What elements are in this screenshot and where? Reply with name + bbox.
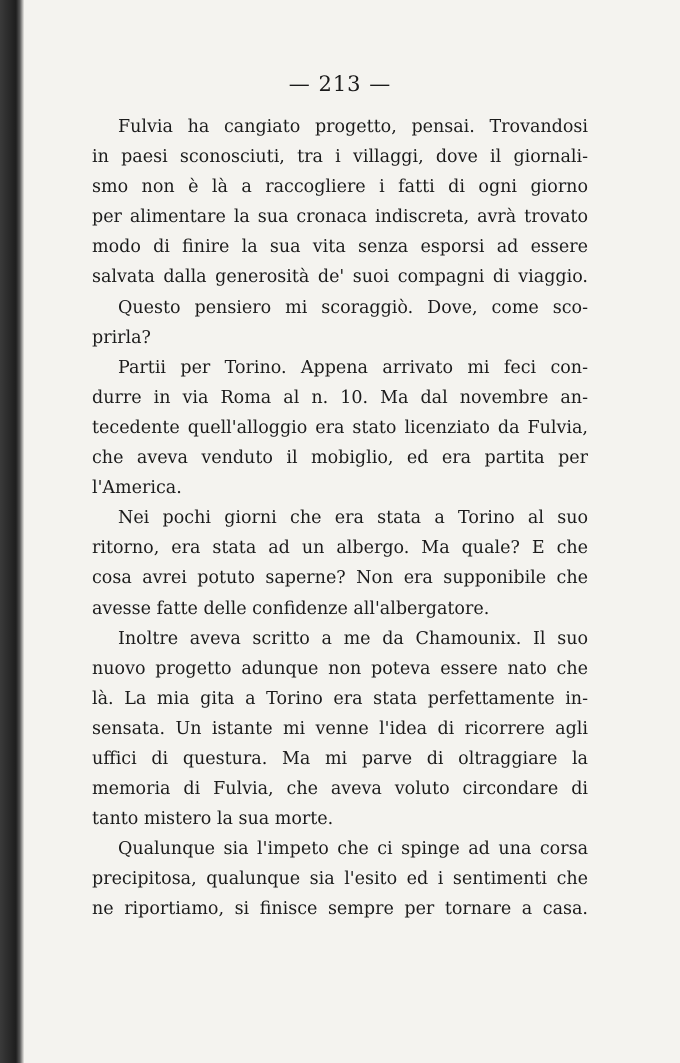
text-line: Qualunque sia l'impeto che ci spinge ad una corsa <box>118 839 588 860</box>
paragraph <box>92 353 588 503</box>
text-line: tecedente quell'alloggio era stato licenziato da Fulvia, <box>92 417 588 438</box>
paragraph <box>92 112 588 293</box>
text-line: là. La mia gita a Torino era stata perfettamente in- <box>92 688 588 709</box>
text-line: ritorno, era stata ad un albergo. Ma quale? E che <box>92 538 588 559</box>
text-line: per alimentare la sua cronaca indiscreta, avrà trovato <box>92 207 588 228</box>
text-line: tanto mistero la sua morte. <box>92 809 334 830</box>
text-line: in paesi sconosciuti, tra i villaggi, dove il giornali- <box>92 147 588 168</box>
text-line: Inoltre aveva scritto a me da Chamounix. Il suo <box>118 628 588 649</box>
body-text <box>92 112 588 925</box>
text-line: avesse fatte delle confidenze all'albergatore. <box>92 598 490 619</box>
text-line: modo di finire la sua vita senza esporsi ad essere <box>92 237 588 258</box>
text-line: Nei pochi giorni che era stata a Torino al suo <box>118 508 588 529</box>
text-line: salvata dalla generosità de' suoi compagni di viaggio. <box>92 267 588 288</box>
text-line: Partii per Torino. Appena arrivato mi feci con- <box>118 357 588 378</box>
paragraph <box>92 293 588 353</box>
page-number: — 213 — <box>288 72 392 96</box>
text-line: nuovo progetto adunque non poteva essere nato che <box>92 658 588 679</box>
text-line: uffici di questura. Ma mi parve di oltraggiare la <box>92 748 588 769</box>
text-line: che aveva venduto il mobiglio, ed era partita per <box>92 448 588 469</box>
page-binding-edge <box>0 0 24 1063</box>
paragraph <box>92 624 588 835</box>
text-line: ne riportiamo, si finisce sempre per tornare a casa. <box>92 899 588 920</box>
text-line: smo non è là a raccogliere i fatti di ogni giorno <box>92 177 588 198</box>
text-line: Fulvia ha cangiato progetto, pensai. Trovandosi <box>118 117 588 137</box>
text-line: Questo pensiero mi scoraggiò. Dove, come sco- <box>118 297 588 318</box>
paragraph <box>92 834 588 924</box>
text-line: l'America. <box>92 478 182 499</box>
text-line: durre in via Roma al n. 10. Ma dal novembre an- <box>92 387 588 408</box>
text-line: prirla? <box>92 327 151 348</box>
text-line: sensata. Un istante mi venne l'idea di ricorrere agli <box>92 718 588 739</box>
paragraph <box>92 503 588 623</box>
text-line: cosa avrei potuto saperne? Non era supponibile che <box>92 568 588 589</box>
text-line: precipitosa, qualunque sia l'esito ed i sentimenti che <box>92 869 588 890</box>
text-line: memoria di Fulvia, che aveva voluto circondare di <box>92 779 588 800</box>
